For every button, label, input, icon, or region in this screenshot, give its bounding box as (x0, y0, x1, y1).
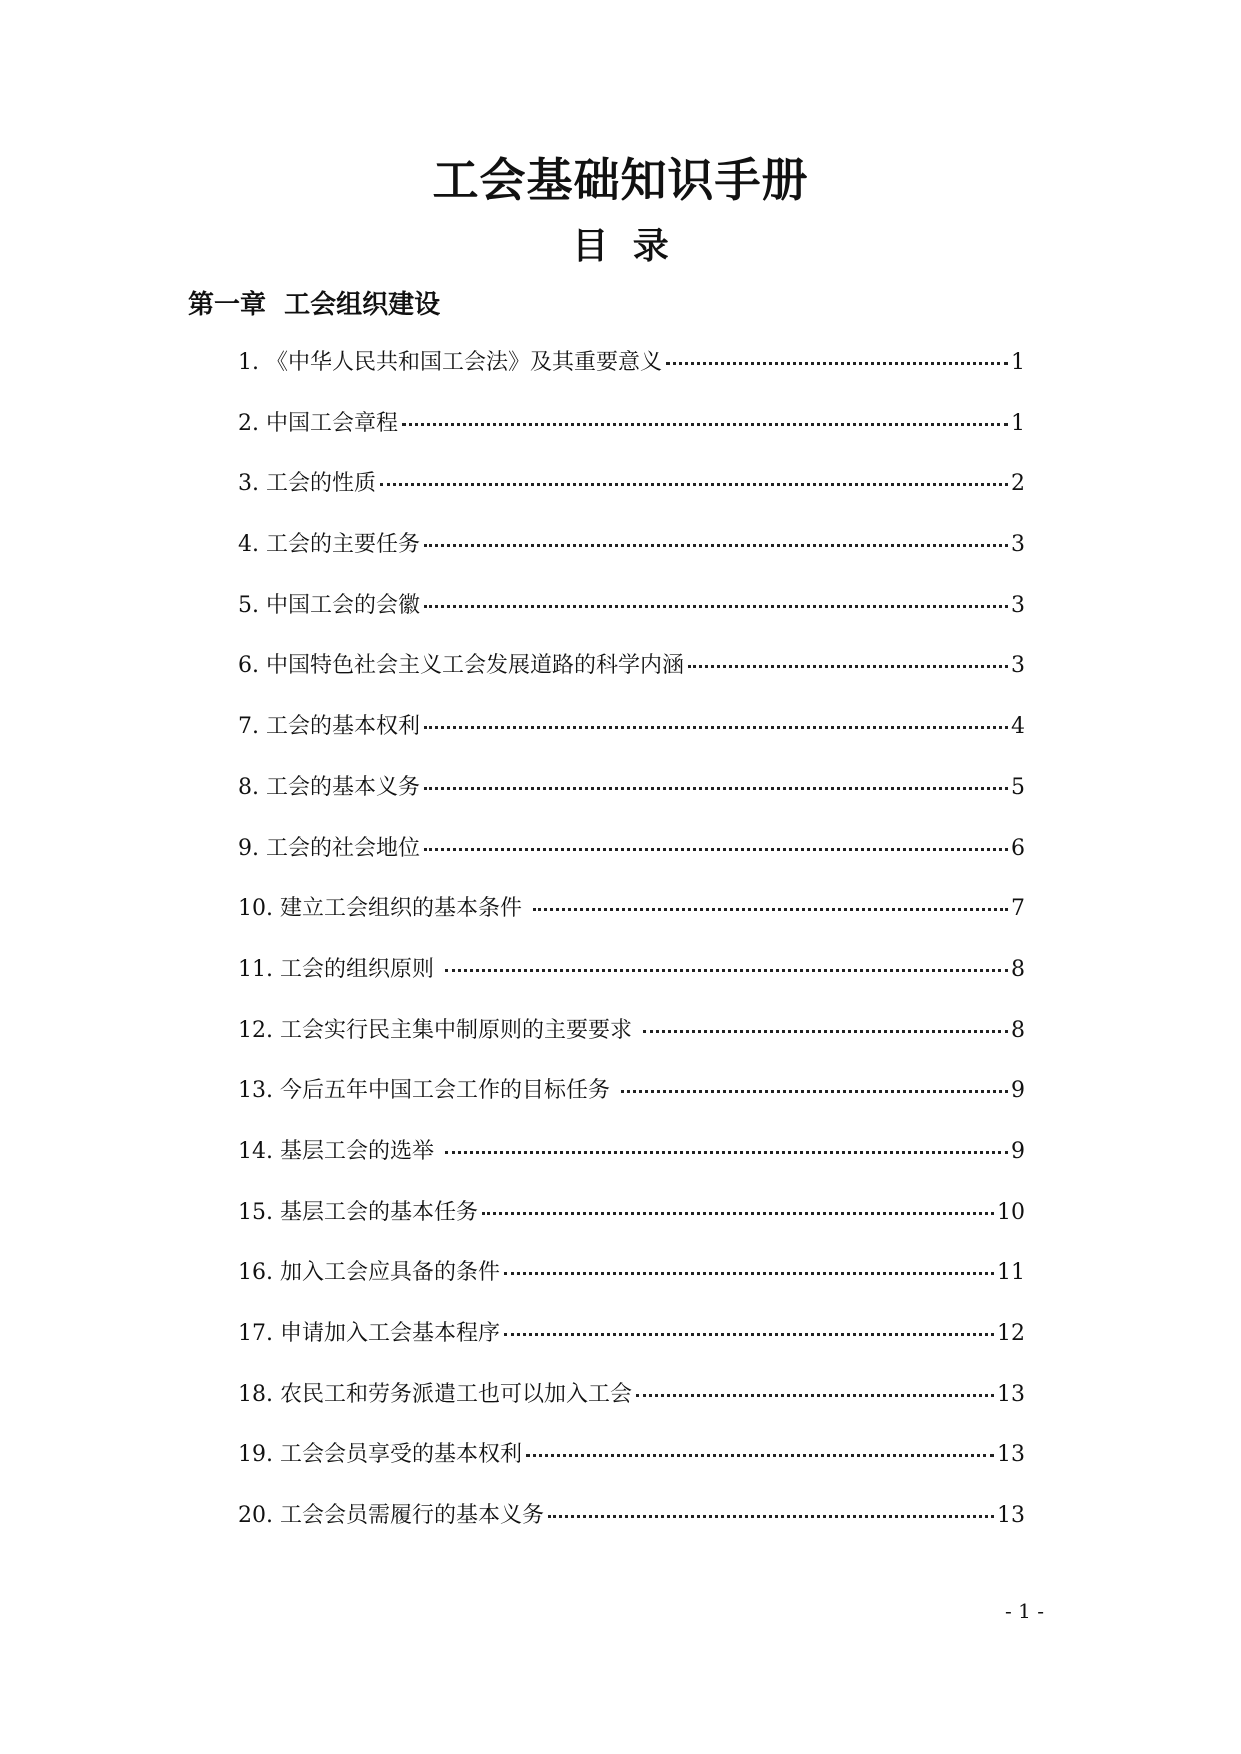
toc-leader-dots (636, 1394, 994, 1397)
toc-entry-label: 13. 今后五年中国工会工作的目标任务 (238, 1078, 617, 1104)
toc-entry-page: 8 (1011, 1017, 1025, 1043)
toc-entry-label: 18. 农民工和劳务派遣工也可以加入工会 (238, 1381, 632, 1407)
toc-entry-label: 20. 工会会员需履行的基本义务 (238, 1503, 544, 1529)
toc-entry-page: 13 (997, 1503, 1025, 1529)
toc-entry[interactable] (238, 1198, 1025, 1259)
toc-leader-dots (666, 362, 1008, 365)
toc-entry[interactable] (238, 955, 1025, 1016)
toc-entry[interactable] (238, 1319, 1025, 1380)
toc-leader-dots (504, 1272, 994, 1275)
toc-heading: 目 录 (572, 225, 669, 267)
toc-entry[interactable] (238, 469, 1025, 530)
toc-entry[interactable] (238, 348, 1025, 409)
toc-leader-dots (424, 726, 1008, 729)
toc-entry-label: 8. 工会的基本义务 (238, 774, 420, 800)
toc-entry-label: 4. 工会的主要任务 (238, 532, 420, 558)
toc-entry[interactable] (238, 1501, 1025, 1562)
toc-entry-page: 10 (997, 1199, 1025, 1225)
toc-entry[interactable] (238, 1016, 1025, 1077)
toc-entry-page: 3 (1011, 592, 1025, 618)
toc-entry-label: 14. 基层工会的选举 (238, 1138, 441, 1164)
toc-leader-dots (424, 605, 1008, 608)
toc-entry[interactable] (238, 651, 1025, 712)
toc-entry-label: 5. 中国工会的会徽 (238, 592, 420, 618)
page-number: - 1 - (1005, 1599, 1044, 1623)
toc-leader-dots (402, 423, 1008, 426)
toc-entry-page: 9 (1011, 1138, 1025, 1164)
toc-entry-label: 3. 工会的性质 (238, 471, 376, 497)
toc-entry-label: 17. 申请加入工会基本程序 (238, 1321, 500, 1346)
toc-entry[interactable] (238, 1380, 1025, 1441)
toc-leader-dots (526, 1454, 994, 1457)
toc-entry-label: 12. 工会实行民主集中制原则的主要要求 (238, 1017, 639, 1043)
toc-entry-page: 4 (1011, 714, 1025, 740)
toc-leader-dots (504, 1333, 994, 1336)
toc-entry-page: 5 (1011, 774, 1025, 800)
toc-entry-page: 8 (1011, 956, 1025, 982)
toc-entry[interactable] (238, 530, 1025, 591)
toc-entry[interactable] (238, 712, 1025, 773)
toc-entry-label: 7. 工会的基本权利 (238, 714, 420, 740)
toc-entry-page: 6 (1011, 835, 1025, 861)
toc-entry-page: 2 (1011, 471, 1025, 497)
toc-entry-label: 11. 工会的组织原则 (238, 956, 441, 982)
toc-leader-dots (424, 544, 1008, 547)
toc-leader-dots (533, 908, 1008, 911)
toc-entry[interactable] (238, 1137, 1025, 1198)
toc-entry-label: 9. 工会的社会地位 (238, 835, 420, 861)
toc-leader-dots (688, 665, 1008, 668)
chapter-title: 第一章 工会组织建设 (188, 290, 441, 320)
toc-entry-page: 9 (1011, 1078, 1025, 1104)
toc-entry[interactable] (238, 1258, 1025, 1319)
toc-leader-dots (643, 1030, 1008, 1033)
toc-leader-dots (424, 848, 1008, 851)
toc-leader-dots (621, 1090, 1008, 1093)
toc-entry-label: 10. 建立工会组织的基本条件 (238, 896, 529, 922)
toc-entry-label: 2. 中国工会章程 (238, 410, 398, 436)
toc-leader-dots (482, 1212, 994, 1215)
toc-leader-dots (445, 1151, 1008, 1154)
toc-entry-page: 13 (997, 1381, 1025, 1407)
toc-leader-dots (380, 483, 1008, 486)
toc-entry[interactable] (238, 1440, 1025, 1501)
toc-entry-page: 1 (1011, 410, 1025, 436)
toc-leader-dots (424, 787, 1008, 790)
toc-entry[interactable] (238, 591, 1025, 652)
toc-list (238, 348, 1025, 1562)
toc-entry[interactable] (238, 894, 1025, 955)
toc-entry-label: 19. 工会会员享受的基本权利 (238, 1442, 522, 1468)
toc-entry[interactable] (238, 834, 1025, 895)
toc-entry-label: 16. 加入工会应具备的条件 (238, 1260, 500, 1286)
document-title: 工会基础知识手册 (432, 153, 809, 207)
toc-entry-page: 13 (997, 1442, 1025, 1468)
toc-entry[interactable] (238, 773, 1025, 834)
toc-entry-label: 1. 《中华人民共和国工会法》及其重要意义 (238, 350, 662, 375)
toc-entry-label: 6. 中国特色社会主义工会发展道路的科学内涵 (238, 653, 684, 679)
toc-entry[interactable] (238, 409, 1025, 470)
toc-entry-page: 12 (997, 1321, 1025, 1346)
toc-leader-dots (548, 1515, 994, 1518)
toc-entry-page: 3 (1011, 653, 1025, 679)
toc-entry-page: 11 (997, 1260, 1025, 1286)
toc-entry-page: 1 (1011, 350, 1025, 375)
toc-entry-page: 3 (1011, 532, 1025, 558)
toc-leader-dots (445, 969, 1008, 972)
toc-entry-page: 7 (1011, 896, 1025, 922)
toc-entry[interactable] (238, 1076, 1025, 1137)
toc-entry-label: 15. 基层工会的基本任务 (238, 1199, 478, 1225)
